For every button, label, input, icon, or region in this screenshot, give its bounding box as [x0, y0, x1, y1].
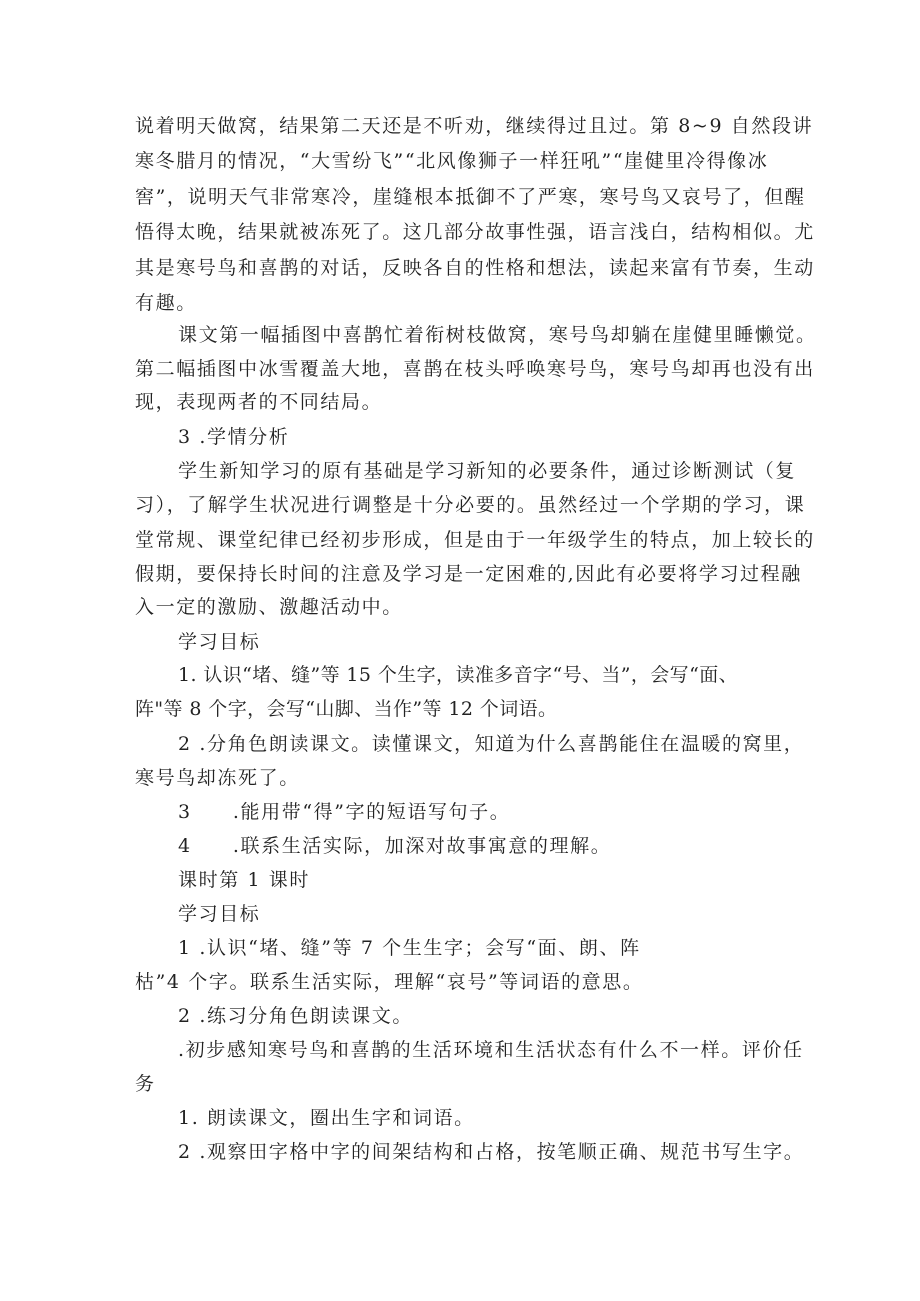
paragraph-line: 学生新知学习的原有基础是学习新知的必要条件，通过诊断测试（复 [178, 460, 797, 482]
paragraph-line: 窖”，说明天气非常寒冷，崖缝根本抵御不了严寒，寒号鸟又哀号了，但醒 [135, 186, 806, 208]
goal-item-continued: 寒号鸟却冻死了。 [135, 767, 300, 789]
paragraph-line: 现，表现两者的不同结局。 [135, 391, 383, 413]
paragraph-line: 说着明天做窝，结果第二天还是不听劝，继续得过且过。第 8~9 自然段讲 [135, 115, 814, 137]
task-item: 2 .观察田字格中字的间架结构和占格，按笔顺正确、规范书写生字。 [178, 1141, 805, 1163]
lesson-goal-item: 2 .练习分角色朗读课文。 [178, 1005, 413, 1027]
paragraph-line: 有趣。 [135, 292, 197, 314]
lesson-goal-item-continued: 枯”4 个字。联系生活实际，理解“哀号”等词语的意思。 [135, 971, 644, 993]
lesson-heading: 课时第 1 课时 [178, 869, 310, 891]
goal-item: 2 .分角色朗读课文。读懂课文，知道为什么喜鹊能住在温暖的窝里， [178, 733, 805, 755]
goal-item: 4 .联系生活实际，加深对故事寓意的理解。 [178, 835, 612, 857]
task-item: 1. 朗读课文，圈出生字和词语。 [178, 1107, 475, 1129]
paragraph-line: 入一定的激励、激趣活动中。 [135, 596, 403, 618]
section-heading: 3 .学情分析 [178, 426, 290, 448]
paragraph-line: 悟得太晚，结果就被冻死了。这几部分故事性强，语言浅白，结构相似。尤 [135, 221, 815, 243]
goal-item: 3 .能用带“得”字的短语写句子。 [178, 801, 511, 823]
goal-item: 1. 认识“堵、缝”等 15 个生字，读准多音字“号、当”，会写“面、 [178, 664, 738, 686]
paragraph-line: 假期，要保持长时间的注意及学习是一定困难的,因此有必要将学习过程融 [135, 563, 802, 585]
goals-heading: 学习目标 [178, 631, 261, 653]
paragraph-line: 习），了解学生状况进行调整是十分必要的。虽然经过一个学期的学习，课 [135, 494, 806, 516]
goal-item-continued: 阵"等 8 个字，会写“山脚、当作”等 12 个词语。 [135, 698, 558, 720]
paragraph-line: 第二幅插图中冰雪覆盖大地，喜鹊在枝头呼唤寒号鸟，寒号鸟却再也没有出 [135, 358, 815, 380]
lesson-goal-item: 1 .认识“堵、缝”等 7 个生生字；会写“面、朗、阵 [178, 937, 641, 959]
goals-heading: 学习目标 [178, 903, 261, 925]
paragraph-line: 其是寒号鸟和喜鹊的对话，反映各自的性格和想法，读起来富有节奏，生动 [135, 257, 815, 279]
paragraph-line: 寒冬腊月的情况，“大雪纷飞”“北风像狮子一样狂吼”“崖健里冷得像冰 [135, 150, 769, 172]
lesson-goal-item-continued: 务 [135, 1073, 156, 1095]
paragraph-line: 堂常规、课堂纪律已经初步形成，但是由于一年级学生的特点，加上较长的 [135, 529, 815, 551]
paragraph-line: 课文第一幅插图中喜鹊忙着衔树枝做窝，寒号鸟却躺在崖健里睡懒觉。 [178, 324, 817, 346]
lesson-goal-item: .初步感知寒号鸟和喜鹊的生活环境和生活状态有什么不一样。评价任 [178, 1039, 804, 1061]
